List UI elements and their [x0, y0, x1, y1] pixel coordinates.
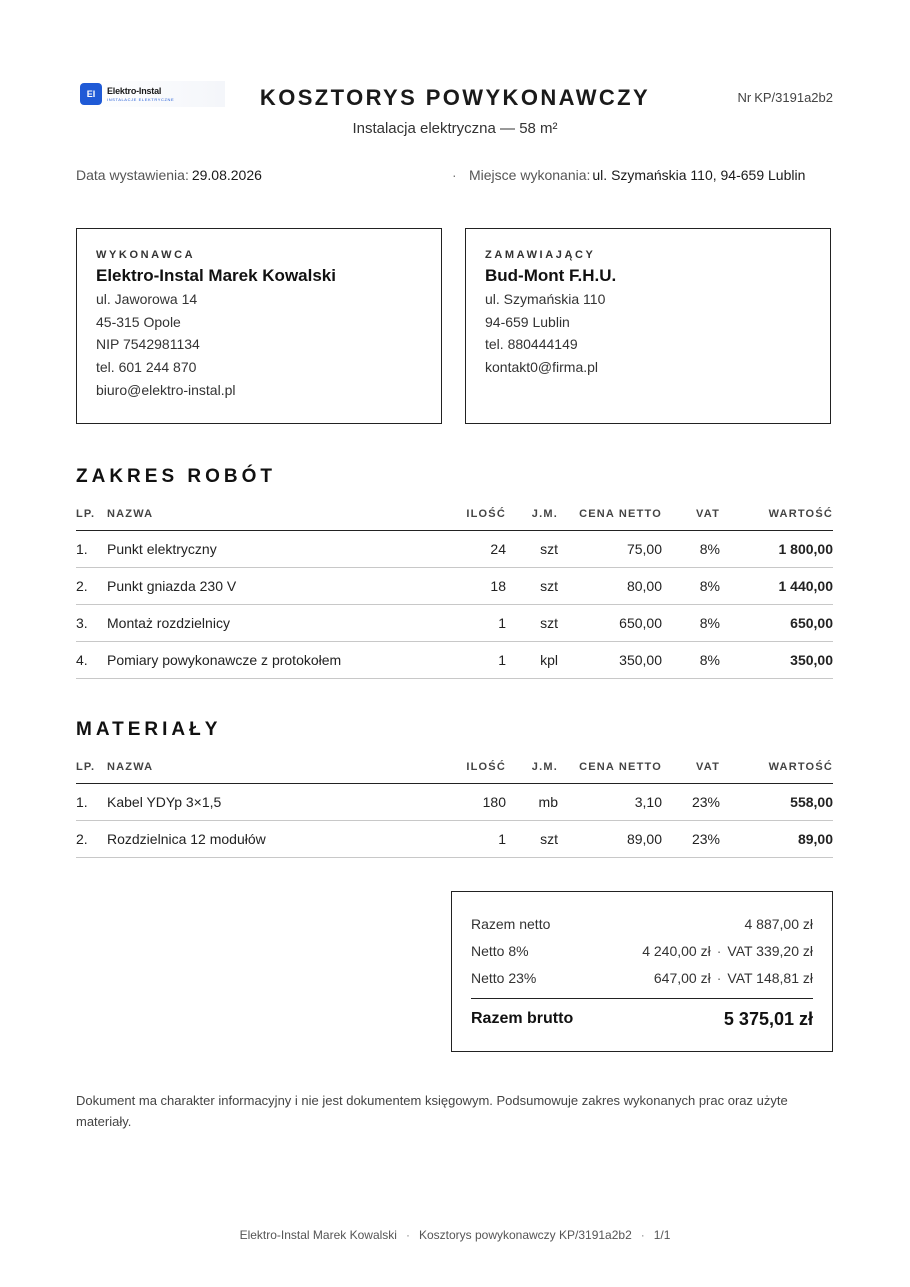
table-row [76, 531, 833, 568]
document-title: KOSZTORYS POWYKONAWCZY [259, 85, 651, 110]
summary-net8-row [471, 941, 813, 968]
cell-vat: 8% [662, 531, 720, 568]
meta-separator: · [452, 167, 457, 183]
summary-gross-row [471, 999, 813, 1039]
cell-name: Pomiary powykonawcze z protokołem [107, 642, 432, 679]
summary-net8-values [642, 941, 813, 968]
cell-price: 350,00 [558, 642, 662, 679]
cell-unit: szt [506, 568, 558, 605]
summary-net-row [471, 914, 813, 941]
contractor-nip: NIP 7542981134 [96, 336, 200, 353]
col-name: NAZWA [107, 498, 432, 531]
cell-vat: 8% [662, 568, 720, 605]
logo-mark: EI [80, 83, 102, 105]
cell-vat: 8% [662, 642, 720, 679]
cell-price: 80,00 [558, 568, 662, 605]
cell-value: 350,00 [720, 642, 833, 679]
cell-vat: 23% [662, 821, 720, 858]
summary-gross-value: 5 375,01 zł [723, 1008, 813, 1029]
cell-qty: 1 [432, 605, 506, 642]
summary-net8-value: 4 240,00 zł [642, 943, 711, 959]
issue-date-value: 29.08.2026 [191, 167, 262, 183]
work-location [469, 167, 805, 183]
footer-company: Elektro-Instal Marek Kowalski [239, 1228, 397, 1242]
col-lp: LP. [76, 498, 107, 531]
table-header-row [76, 498, 833, 531]
col-price: CENA NETTO [558, 498, 662, 531]
summary-vat8-value: VAT 339,20 zł [727, 943, 813, 959]
col-value: WARTOŚĆ [720, 751, 833, 784]
footer-separator: · [640, 1228, 645, 1242]
cell-name: Kabel YDYp 3×1,5 [107, 784, 432, 821]
page-footer [0, 1228, 910, 1242]
cell-qty: 1 [432, 642, 506, 679]
cell-name: Punkt elektryczny [107, 531, 432, 568]
contractor-address-line: ul. Jaworowa 14 [96, 291, 198, 307]
contractor-email: biuro@elektro-instal.pl [96, 381, 236, 398]
footer-document: Kosztorys powykonawczy KP/3191a2b2 [418, 1228, 632, 1242]
table-row [76, 821, 833, 858]
cell-price: 650,00 [558, 605, 662, 642]
cell-price: 89,00 [558, 821, 662, 858]
contractor-box [76, 228, 442, 424]
client-label: ZAMAWIAJĄCY [485, 249, 596, 261]
cell-lp: 1. [76, 784, 107, 821]
materials-table [76, 751, 833, 858]
cell-value: 650,00 [720, 605, 833, 642]
cell-name: Montaż rozdzielnicy [107, 605, 432, 642]
cell-unit: szt [506, 531, 558, 568]
summary-net23-values [654, 968, 813, 995]
cell-value: 89,00 [720, 821, 833, 858]
issue-date [76, 167, 262, 183]
table-row [76, 605, 833, 642]
cell-value: 558,00 [720, 784, 833, 821]
contractor-label: WYKONAWCA [96, 249, 196, 261]
cell-unit: szt [506, 605, 558, 642]
client-email: kontakt0@firma.pl [485, 359, 599, 376]
disclaimer-note: Dokument ma charakter informacyjny i nie jest dokumentem księgowym. Podsumowuje zakres wykonanych prac oraz użyte materiały. [76, 1093, 788, 1129]
col-price: CENA NETTO [558, 751, 662, 784]
summary-box [451, 891, 833, 1052]
document-number-value: KP/3191a2b2 [754, 90, 833, 105]
materials-section-title: MATERIAŁY [76, 719, 222, 740]
contractor-phone: tel. 601 244 870 [96, 359, 197, 376]
footer-page: 1/1 [653, 1228, 671, 1242]
col-unit: J.M. [506, 751, 558, 784]
cell-lp: 2. [76, 568, 107, 605]
cell-vat: 23% [662, 784, 720, 821]
logo-name: Elektro-Instal [107, 85, 162, 96]
cell-value: 1 440,00 [720, 568, 833, 605]
summary-net8-label: Netto 8% [471, 943, 529, 959]
document-number-label: Nr [737, 90, 752, 105]
contractor-name: Elektro-Instal Marek Kowalski [96, 266, 336, 285]
cell-qty: 1 [432, 821, 506, 858]
client-address-line: ul. Szymańskia 110 [485, 291, 606, 307]
col-unit: J.M. [506, 498, 558, 531]
summary-net-value: 4 887,00 zł [744, 916, 813, 932]
cell-lp: 2. [76, 821, 107, 858]
cell-unit: kpl [506, 642, 558, 679]
summary-net-label: Razem netto [471, 916, 551, 932]
logo-subtitle: INSTALACJE ELEKTRYCZNE [107, 96, 175, 102]
summary-net23-label: Netto 23% [471, 970, 537, 986]
col-vat: VAT [662, 751, 720, 784]
cell-value: 1 800,00 [720, 531, 833, 568]
col-lp: LP. [76, 751, 107, 784]
cell-lp: 3. [76, 605, 107, 642]
cell-price: 75,00 [558, 531, 662, 568]
work-location-value: ul. Szymańskia 110, 94-659 Lublin [592, 167, 806, 183]
cell-name: Rozdzielnica 12 modułów [107, 821, 432, 858]
footer-separator: · [405, 1228, 410, 1242]
document-number [734, 90, 833, 105]
works-table [76, 498, 833, 679]
summary-separator: · [716, 943, 722, 959]
table-row [76, 568, 833, 605]
document-subtitle: Instalacja elektryczna — 58 m² [352, 120, 558, 137]
cell-lp: 1. [76, 531, 107, 568]
cell-price: 3,10 [558, 784, 662, 821]
issue-date-label: Data wystawienia: [76, 167, 189, 183]
summary-gross-label: Razem brutto [471, 1010, 574, 1027]
col-value: WARTOŚĆ [720, 498, 833, 531]
summary-separator: · [716, 970, 722, 986]
table-header-row [76, 751, 833, 784]
cell-qty: 18 [432, 568, 506, 605]
cell-name: Punkt gniazda 230 V [107, 568, 432, 605]
works-section-title: ZAKRES ROBÓT [76, 466, 276, 487]
summary-net23-row [471, 968, 813, 995]
col-qty: ILOŚĆ [432, 498, 506, 531]
client-phone: tel. 880444149 [485, 336, 578, 353]
col-name: NAZWA [107, 751, 432, 784]
summary-net23-value: 647,00 zł [653, 970, 711, 986]
col-qty: ILOŚĆ [432, 751, 506, 784]
table-row [76, 784, 833, 821]
cell-unit: mb [506, 784, 558, 821]
col-vat: VAT [662, 498, 720, 531]
work-location-label: Miejsce wykonania: [469, 167, 591, 183]
cell-vat: 8% [662, 605, 720, 642]
client-name: Bud-Mont F.H.U. [485, 266, 617, 285]
summary-vat23-value: VAT 148,81 zł [727, 970, 813, 986]
cell-qty: 180 [432, 784, 506, 821]
contractor-address-line: 45-315 Opole [96, 313, 181, 330]
cell-unit: szt [506, 821, 558, 858]
cell-qty: 24 [432, 531, 506, 568]
client-box [465, 228, 831, 424]
cell-lp: 4. [76, 642, 107, 679]
client-address-line: 94-659 Lublin [485, 313, 570, 330]
table-row [76, 642, 833, 679]
